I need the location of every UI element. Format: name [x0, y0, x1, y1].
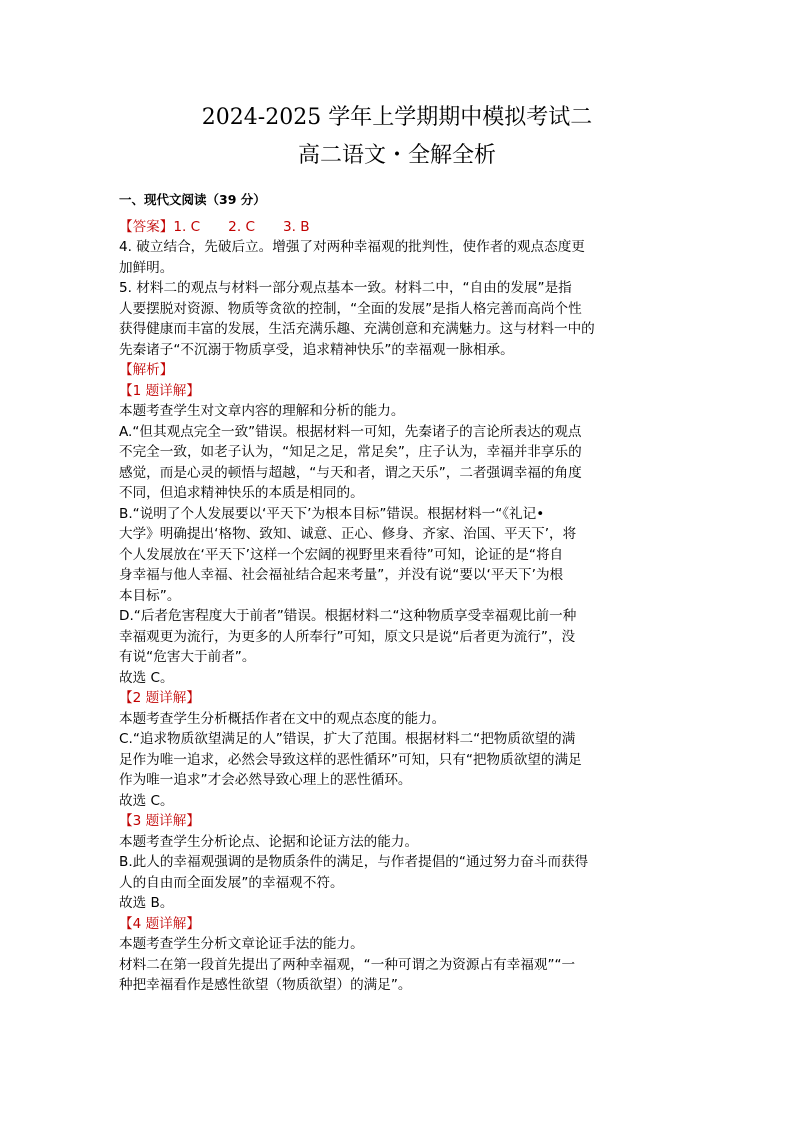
section-heading: 一、现代文阅读（39 分） [119, 192, 266, 207]
q1-option-a-line: 不完全一致，如老子认为，“知足之足，常足矣”，庄子认为，幸福并非享乐的 [119, 444, 582, 460]
q2-option-c-line: C.“追求物质欲望满足的人”错误，扩大了范围。根据材料二“把物质欲望的满 [119, 731, 576, 747]
q3-detail-label: 【3 题详解】 [119, 813, 200, 829]
q1-option-d-line: 有说“危害大于前者”。 [119, 649, 256, 665]
document-title: 2024-2025 学年上学期期中模拟考试二 [201, 105, 593, 130]
answer-5-line: 先秦诸子“不沉溺于物质享受，追求精神快乐”的幸福观一脉相承。 [119, 341, 514, 358]
q1-option-a-line: 感觉，而是心灵的顿悟与超越，“与天和者，谓之天乐”，二者强调幸福的角度 [119, 464, 582, 481]
q1-option-d-line: D.“后者危害程度大于前者”错误。根据材料二“这种物质享受幸福观比前一种 [119, 608, 577, 624]
q4-detail-label: 【4 题详解】 [119, 915, 200, 932]
answer-keys [119, 217, 675, 238]
q1-option-d-line: 幸福观更为流行，为更多的人所奉行”可知，原文只是说“后者更为流行”，没 [119, 628, 576, 645]
q1-detail-label: 【1 题详解】 [119, 382, 200, 399]
analysis-label: 【解析】 [119, 362, 174, 378]
q3-intro: 本题考查学生分析论点、论据和论证方法的能力。 [119, 833, 419, 850]
q4-text-line: 种把幸福看作是感性欲望（物质欲望）的满足”。 [119, 977, 412, 993]
q1-option-b-line: 大学》明确提出‘格物、致知、诚意、正心、修身、齐家、治国、平天下’，将 [119, 526, 577, 542]
q4-intro: 本题考查学生分析文章论证手法的能力。 [119, 936, 364, 952]
q4-text-line: 材料二在第一段首先提出了两种幸福观，“一种可谓之为资源占有幸福观”“一 [119, 956, 576, 973]
q1-option-a-line: 不同，但追求精神快乐的本质是相同的。 [119, 485, 364, 501]
answer-5-line: 获得健康而丰富的发展，生活充满乐趣、充满创意和充满魅力。这与材料一中的 [119, 321, 595, 337]
q1-intro: 本题考查学生对文章内容的理解和分析的能力。 [119, 403, 405, 419]
answer-5-line: 人要摆脱对资源、物质等贪欲的控制，“全面的发展”是指人格完善而高尚个性 [119, 300, 582, 317]
q2-option-c-line: 作为唯一追求”才会必然导致心理上的恶性循环。 [119, 772, 412, 788]
q3-option-b-line: 人的自由而全面发展”的幸福观不符。 [119, 874, 344, 891]
q3-option-b-line: B.此人的幸福观强调的是物质条件的满足，与作者提倡的“通过努力奋斗而获得 [119, 854, 589, 870]
document-subtitle: 高二语文・全解全析 [297, 143, 496, 168]
q1-option-b-line: 身幸福与他人幸福、社会福祉结合起来考量”，并没有说“要以‘平天下’为根 [119, 567, 564, 583]
answer-5-line: 5. 材料二的观点与材料一部分观点基本一致。材料二中，“自由的发展”是指 [119, 280, 572, 296]
q1-option-b-line: 本目标”。 [119, 587, 181, 604]
q2-detail-label: 【2 题详解】 [119, 690, 200, 706]
answer-label: 【答案】 [119, 218, 174, 235]
q3-choice: 故选 B。 [119, 895, 174, 911]
answer-1: 1. C [173, 218, 201, 235]
q1-option-b-line: B.“说明了个人发展要以‘平天下’为根本目标”错误。根据材料一“《礼记• [119, 505, 545, 522]
answer-4-line: 4. 破立结合，先破后立。增强了对两种幸福观的批判性，使作者的观点态度更 [119, 239, 585, 255]
q1-option-a-line: A.“但其观点完全一致”错误。根据材料一可知，先秦诸子的言论所表达的观点 [119, 423, 582, 440]
document-body [119, 190, 675, 996]
answer-3: 3. B [282, 218, 310, 235]
q2-choice: 故选 C。 [119, 792, 174, 809]
q1-choice: 故选 C。 [119, 669, 174, 686]
q2-option-c-line: 足作为唯一追求，必然会导致这样的恶性循环”可知，只有“把物质欲望的满足 [119, 751, 582, 768]
answer-2: 2. C [228, 218, 255, 235]
q2-intro: 本题考查学生分析概括作者在文中的观点态度的能力。 [119, 710, 446, 727]
q1-option-b-line: 个人发展放在‘平天下’这样一个宏阔的视野里来看待”可知，论证的是“将自 [119, 546, 564, 563]
answer-4-line: 加鲜明。 [119, 259, 174, 276]
